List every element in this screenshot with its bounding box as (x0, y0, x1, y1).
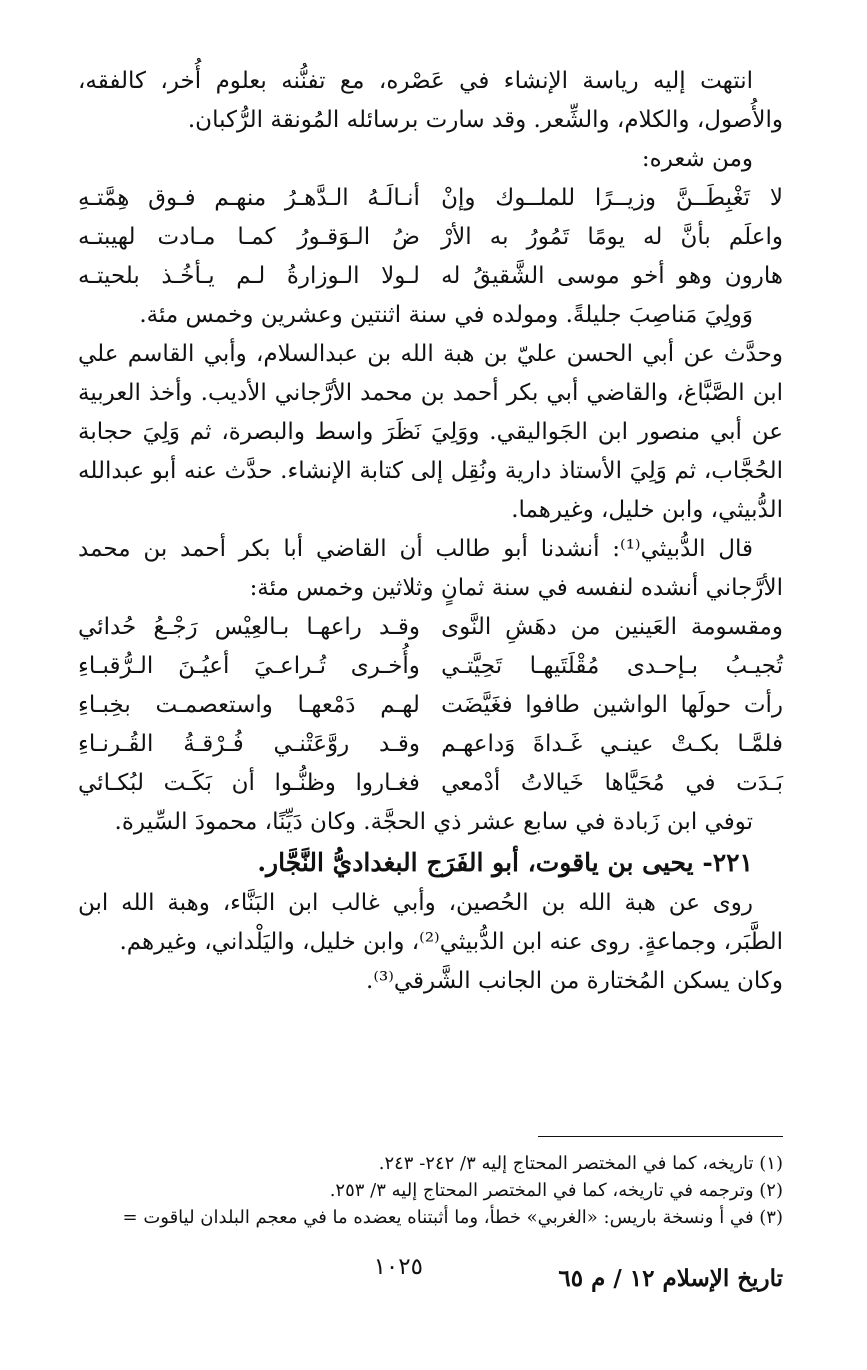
footnotes (62, 1150, 783, 1231)
verse-second-hemistich: ضُ الـوَقـورُ كمـا مـادت لهيبتـه (78, 224, 420, 250)
poem-verse (78, 608, 783, 647)
poem-block-1 (78, 179, 783, 296)
book-signature: تاريخ الإسلام ١٢ / م ٦٥ (558, 1265, 783, 1292)
verse-second-hemistich: وأُخـرى تُـراعـيَ أعيُـنَ الـرُّقبـاءِ (78, 653, 420, 679)
paragraph-entry-narrations: روى عن هبة الله بن الحُصين، وأبي غالب ابن البَنَّاء، وهبة الله ابن الطَّبَر، وجماعةٍ. روى عنه ابن الدُّبيثي⁽²⁾، وابن خليل، واليَلْداني، وغيرهم. (78, 890, 783, 955)
paragraph-residence: وكان يسكن المُختارة من الجانب الشَّرقي⁽³⁾. (366, 968, 783, 994)
paragraph-biography-intro: انتهت إليه رياسة الإنشاء في عَصْره، مع تفنُّنه بعلوم أُخر، كالفقه، والأُصول، والكلام، والشِّعر. وقد سارت برسائله المُونقة الرُّكبان. (78, 68, 783, 133)
poem-verse (78, 647, 783, 686)
poem-verse (78, 725, 783, 764)
verse-second-hemistich: أنـالَـهُ الـدَّهـرُ منهـم فـوق هِمَّتـهِ (78, 185, 420, 211)
verse-first-hemistich: تُجيـبُ بـإحـدى مُقْلَتَيهـا تَحِيَّتـي (441, 653, 783, 679)
verse-first-hemistich: ومقسومة العَينين من دهَشِ النَّوى (441, 614, 783, 640)
footnote-2: (٢) وترجمه في تاريخه، كما في المختصر المحتاج إليه ٣/ ٢٥٣. (329, 1180, 783, 1201)
verse-second-hemistich: لـولا الـوزارةُ لـم يـأخُـذ بلحيتـه (78, 263, 420, 289)
footnote-3: (٣) في أ ونسخة باريس: «الغربي» خطأ، وما أثبتناه يعضده ما في معجم البلدان لياقوت = (122, 1207, 783, 1228)
verse-first-hemistich: واعلَم بأنَّ له يومًا تَمُورُ به الأرْ (441, 224, 783, 250)
verse-first-hemistich: بَـدَت في مُحَيَّاها خَيالاتُ أدْمعي (441, 770, 783, 796)
page-number: ١٠٢٥ (373, 1254, 423, 1280)
poem-verse (78, 686, 783, 725)
poem-verse (78, 257, 783, 296)
verse-second-hemistich: وقـد روَّعَتْنـي فُـرْقـةُ القُـرنـاءِ (78, 731, 420, 757)
verse-second-hemistich: فغـاروا وظنُّـوا أن بَكَـت لبُكـائي (78, 770, 420, 796)
poem-verse (78, 764, 783, 803)
verse-second-hemistich: وقـد راعهـا بـالعِيْس رَجْـعُ حُدائي (78, 614, 420, 640)
poem-block-2 (78, 608, 783, 803)
paragraph-positions: وَولِيَ مَناصِبَ جليلةً. ومولده في سنة اثنتين وعشرين وخمس مئة. (139, 302, 753, 328)
poem-verse (78, 218, 783, 257)
poem-verse (78, 179, 783, 218)
footnote-1: (١) تاريخه، كما في المختصر المحتاج إليه ٣/ ٢٤٢- ٢٤٣. (378, 1153, 783, 1174)
paragraph-poetry-intro: ومن شعره: (641, 146, 753, 172)
verse-first-hemistich: لا تَغْبِطَــنَّ وزيــرًا للملــوك وإنْ (441, 185, 783, 211)
entry-heading: ٢٢١- يحيى بن ياقوت، أبو الفَرَج البغداديُّ النَّجَّار. (257, 848, 753, 877)
verse-first-hemistich: فلمَّـا بكـتْ عينـي غَـداةَ وَداعهـم (441, 731, 783, 757)
footnote-separator (538, 1136, 783, 1137)
verse-first-hemistich: هارون وهو أخو موسى الشَّقيقُ له (441, 263, 783, 289)
verse-first-hemistich: رأت حولَها الواشين طافوا فغَيَّضَت (441, 692, 783, 718)
paragraph-narrations: وحدَّث عن أبي الحسن عليّ بن هبة الله بن عبدالسلام، وأبي القاسم علي ابن الصَّبَّاغ، والقاضي أبي بكر أحمد بن محمد الأرَّجاني الأديب. وأخذ العربية عن أبي منصور ابن الجَواليقي. ووَلِيَ نَظَرَ واسط والبصرة، ثم وَلِيَ حجابة الحُجَّاب، ثم وَلِيَ الأستاذ دارية ونُقِل إلى كتابة الإنشاء. حدَّث عنه أبو عبدالله الدُّبيثي، وابن خليل، وغيرهما. (78, 341, 783, 523)
verse-second-hemistich: لهـم دَمْعهـا واستعصمـت بخِبـاءِ (78, 692, 420, 718)
paragraph-dubaythi-quote: قال الدُّبيثي⁽¹⁾: أنشدنا أبو طالب أن القاضي أبا بكر أحمد بن محمد الأرَّجاني أنشده لنفسه في سنة ثمانٍ وثلاثين وخمس مئة: (78, 536, 783, 601)
paragraph-death-date: توفي ابن زَبادة في سابع عشر ذي الحجَّة. وكان دَيِّنًا، محمودَ السِّيرة. (114, 809, 753, 835)
